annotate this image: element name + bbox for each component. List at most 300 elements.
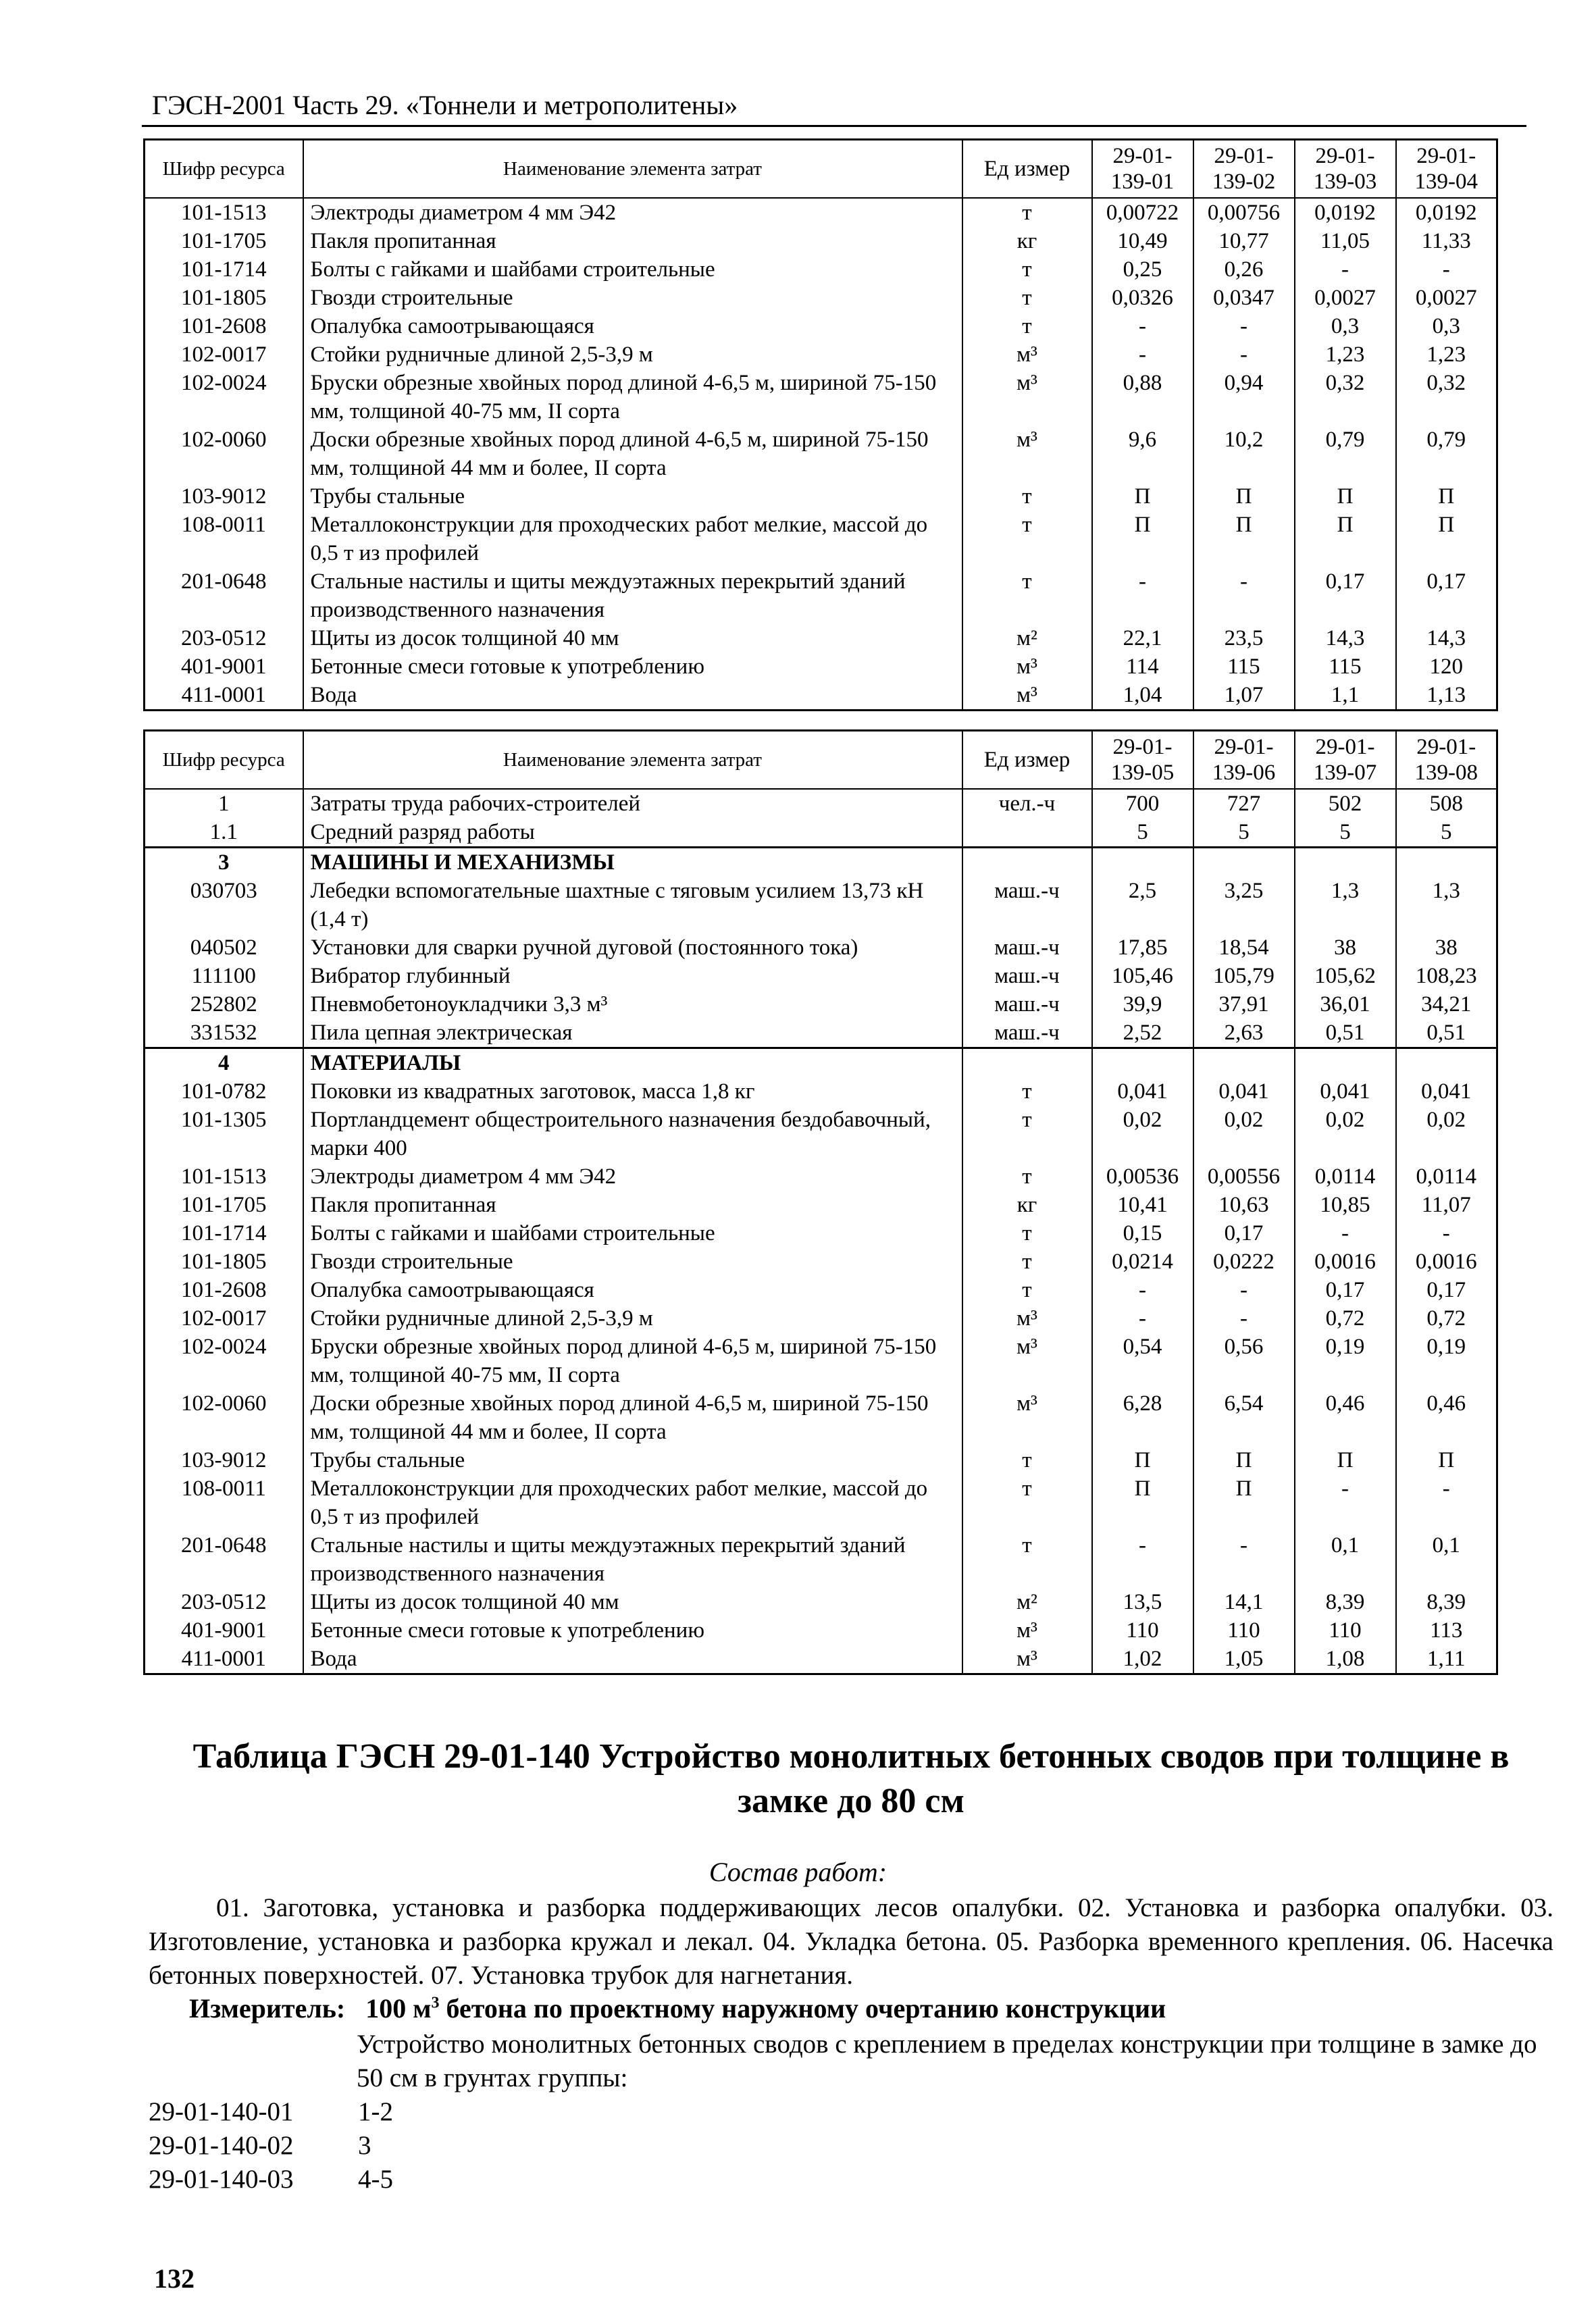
resource-name: Доски обрезные хвойных пород длиной 4-6,5 м, шириной 75-150 мм, толщиной 44 мм и более, II сорта xyxy=(303,1389,962,1446)
value-cell: 1,05 xyxy=(1193,1645,1295,1674)
value-cell: 1,23 xyxy=(1396,340,1497,369)
value-cell: 3,25 xyxy=(1193,877,1295,933)
resource-code: 101-2608 xyxy=(145,1276,303,1304)
column-header: Наименование элемента затрат xyxy=(303,731,962,790)
value-cell: 0,19 xyxy=(1396,1333,1497,1389)
value-cell: - xyxy=(1396,1474,1497,1531)
value-cell: 0,0192 xyxy=(1396,198,1497,227)
unit-cell xyxy=(962,818,1092,848)
code-label: 29-01-140-02 xyxy=(149,2131,294,2160)
header-rule xyxy=(142,125,1526,127)
resource-code: 101-1714 xyxy=(145,1219,303,1248)
page-number: 132 xyxy=(154,2263,195,2294)
value-cell: 13,5 xyxy=(1092,1588,1193,1616)
value-cell: П xyxy=(1193,511,1295,567)
resource-name: Портландцемент общестроительного назначения бездобавочный, марки 400 xyxy=(303,1106,962,1162)
meter-text: Измеритель: 100 $м^3$ бетона по проектному наружному очертанию конструкции xyxy=(189,1993,1166,2024)
resource-name: Опалубка самоотрывающаяся xyxy=(303,312,962,340)
value-cell: 0,79 xyxy=(1396,426,1497,482)
value-cell: 1,13 xyxy=(1396,681,1497,711)
value-cell: 105,62 xyxy=(1295,962,1396,990)
resource-code: 1.1 xyxy=(145,818,303,848)
resource-code: 101-1305 xyxy=(145,1106,303,1162)
value-cell: - xyxy=(1295,1219,1396,1248)
value-cell: 0,32 xyxy=(1396,369,1497,426)
table-row xyxy=(145,284,1497,312)
resource-name: Бетонные смеси готовые к употреблению xyxy=(303,1616,962,1645)
resource-name: Электроды диаметром 4 мм Э42 xyxy=(303,198,962,227)
value-cell: 0,0347 xyxy=(1193,284,1295,312)
value-cell: 38 xyxy=(1396,933,1497,962)
value-cell: 0,00536 xyxy=(1092,1162,1193,1191)
value-cell: - xyxy=(1193,1276,1295,1304)
value-cell: 11,05 xyxy=(1295,227,1396,255)
unit-cell: маш.-ч xyxy=(962,990,1092,1019)
value-cell: 1,08 xyxy=(1295,1645,1396,1674)
value-cell: 38 xyxy=(1295,933,1396,962)
value-cell: - xyxy=(1092,1531,1193,1588)
table-row xyxy=(145,255,1497,284)
value-cell: 0,56 xyxy=(1193,1333,1295,1389)
resource-code: 111100 xyxy=(145,962,303,990)
unit-cell: т xyxy=(962,1531,1092,1588)
table-row xyxy=(145,1304,1497,1333)
unit-cell: т xyxy=(962,1474,1092,1531)
column-header: 29-01-139-02 xyxy=(1193,140,1295,199)
column-header: 29-01-139-05 xyxy=(1092,731,1193,790)
value-cell xyxy=(1295,1048,1396,1078)
resource-code: 103-9012 xyxy=(145,1446,303,1474)
unit-cell: т xyxy=(962,1248,1092,1276)
table-row xyxy=(145,567,1497,624)
value-cell: 0,041 xyxy=(1396,1077,1497,1106)
resource-code: 101-1805 xyxy=(145,284,303,312)
value-cell: П xyxy=(1193,482,1295,511)
table-row xyxy=(145,652,1497,681)
resource-name: Трубы стальные xyxy=(303,1446,962,1474)
value-cell: 10,41 xyxy=(1092,1191,1193,1219)
table-row xyxy=(145,312,1497,340)
value-cell: 0,46 xyxy=(1295,1389,1396,1446)
value-cell: 0,1 xyxy=(1295,1531,1396,1588)
resource-code: 103-9012 xyxy=(145,482,303,511)
column-header: Шифр ресурса xyxy=(145,140,303,199)
value-cell: П xyxy=(1092,511,1193,567)
table-row xyxy=(145,681,1497,711)
resource-name: Стойки рудничные длиной 2,5-3,9 м xyxy=(303,340,962,369)
unit-cell: т xyxy=(962,1219,1092,1248)
value-cell xyxy=(1396,848,1497,877)
unit-cell: м³ xyxy=(962,426,1092,482)
resource-code: 3 xyxy=(145,848,303,877)
value-cell: 0,1 xyxy=(1396,1531,1497,1588)
soil-group: 4-5 xyxy=(358,2165,393,2194)
unit-cell: маш.-ч xyxy=(962,962,1092,990)
resource-name: Стальные настилы и щиты междуэтажных перекрытий зданий производственного назначения xyxy=(303,567,962,624)
description-text: Устройство монолитных бетонных сводов с креплением в пределах конструкции при толщине в замке до 50 см в грунтах группы: xyxy=(357,2030,1537,2092)
column-header: 29-01-139-01 xyxy=(1092,140,1193,199)
value-cell: 23,5 xyxy=(1193,624,1295,652)
unit-cell: т xyxy=(962,284,1092,312)
value-cell xyxy=(1193,848,1295,877)
unit-cell: т xyxy=(962,567,1092,624)
value-cell: П xyxy=(1396,482,1497,511)
unit-cell xyxy=(962,1048,1092,1078)
value-cell: 0,02 xyxy=(1193,1106,1295,1162)
table-row xyxy=(145,340,1497,369)
unit-cell: м³ xyxy=(962,681,1092,711)
value-cell: 0,0114 xyxy=(1396,1162,1497,1191)
table-row xyxy=(145,818,1497,848)
value-cell: 8,39 xyxy=(1295,1588,1396,1616)
table-row xyxy=(145,426,1497,482)
resource-name: Бруски обрезные хвойных пород длиной 4-6,5 м, шириной 75-150 мм, толщиной 40-75 мм, II сорта xyxy=(303,1333,962,1389)
value-cell: 0,54 xyxy=(1092,1333,1193,1389)
resource-name: Стойки рудничные длиной 2,5-3,9 м xyxy=(303,1304,962,1333)
value-cell: 0,51 xyxy=(1295,1019,1396,1048)
table-row xyxy=(145,1474,1497,1531)
value-cell: 0,02 xyxy=(1295,1106,1396,1162)
resource-code: 101-1705 xyxy=(145,1191,303,1219)
value-cell: 0,17 xyxy=(1396,1276,1497,1304)
value-cell: 0,0326 xyxy=(1092,284,1193,312)
resource-name: Лебедки вспомогательные шахтные с тяговым усилием 13,73 кН (1,4 т) xyxy=(303,877,962,933)
value-cell: 0,46 xyxy=(1396,1389,1497,1446)
resource-code: 1 xyxy=(145,789,303,818)
resource-name: Болты с гайками и шайбами строительные xyxy=(303,255,962,284)
code-label: 29-01-140-03 xyxy=(149,2165,294,2194)
resource-code: 401-9001 xyxy=(145,652,303,681)
unit-cell: м³ xyxy=(962,1333,1092,1389)
unit-cell: м² xyxy=(962,1588,1092,1616)
value-cell: - xyxy=(1092,312,1193,340)
table-row xyxy=(145,1077,1497,1106)
resource-code: 102-0024 xyxy=(145,1333,303,1389)
value-cell: 115 xyxy=(1295,652,1396,681)
value-cell: - xyxy=(1092,340,1193,369)
value-cell: 6,54 xyxy=(1193,1389,1295,1446)
value-cell: П xyxy=(1092,1446,1193,1474)
value-cell: 105,46 xyxy=(1092,962,1193,990)
table-row xyxy=(145,1106,1497,1162)
value-cell: 36,01 xyxy=(1295,990,1396,1019)
value-cell: 10,77 xyxy=(1193,227,1295,255)
value-cell: 0,15 xyxy=(1092,1219,1193,1248)
table-row xyxy=(145,1645,1497,1674)
value-cell: 0,0192 xyxy=(1295,198,1396,227)
value-cell xyxy=(1295,848,1396,877)
value-cell: 1,07 xyxy=(1193,681,1295,711)
resource-name: Доски обрезные хвойных пород длиной 4-6,5 м, шириной 75-150 мм, толщиной 44 мм и более, II сорта xyxy=(303,426,962,482)
value-cell: 114 xyxy=(1092,652,1193,681)
value-cell: 508 xyxy=(1396,789,1497,818)
unit-cell: т xyxy=(962,1162,1092,1191)
value-cell: 2,5 xyxy=(1092,877,1193,933)
table-row xyxy=(145,1276,1497,1304)
table-row xyxy=(145,1333,1497,1389)
resource-name: Пневмобетоноукладчики 3,3 м³ xyxy=(303,990,962,1019)
table-row xyxy=(145,933,1497,962)
value-cell: - xyxy=(1193,312,1295,340)
resource-code: 102-0060 xyxy=(145,1389,303,1446)
value-cell: П xyxy=(1396,1446,1497,1474)
resource-code: 102-0017 xyxy=(145,340,303,369)
resource-code: 4 xyxy=(145,1048,303,1078)
resource-code: 101-1714 xyxy=(145,255,303,284)
composition-label: Состав работ: xyxy=(709,1857,887,1887)
value-cell: 1,23 xyxy=(1295,340,1396,369)
value-cell: П xyxy=(1295,482,1396,511)
value-cell: 22,1 xyxy=(1092,624,1193,652)
resource-name: Гвозди строительные xyxy=(303,284,962,312)
resource-table-139-05-08 xyxy=(143,729,1498,1675)
value-cell: 5 xyxy=(1092,818,1193,848)
column-header: 29-01-139-07 xyxy=(1295,731,1396,790)
resource-name: Стальные настилы и щиты междуэтажных перекрытий зданий производственного назначения xyxy=(303,1531,962,1588)
table-row xyxy=(145,1446,1497,1474)
value-cell: 18,54 xyxy=(1193,933,1295,962)
value-cell: 0,72 xyxy=(1295,1304,1396,1333)
resource-table-139-01-04 xyxy=(143,138,1498,711)
value-cell: 39,9 xyxy=(1092,990,1193,1019)
resource-name: Гвозди строительные xyxy=(303,1248,962,1276)
code-list xyxy=(149,2095,393,2196)
value-cell: 0,17 xyxy=(1193,1219,1295,1248)
table-row xyxy=(145,990,1497,1019)
column-header: Ед измер xyxy=(962,731,1092,790)
value-cell: - xyxy=(1295,1474,1396,1531)
unit-cell: т xyxy=(962,482,1092,511)
value-cell: - xyxy=(1092,567,1193,624)
resource-name: Бруски обрезные хвойных пород длиной 4-6,5 м, шириной 75-150 мм, толщиной 40-75 мм, II сорта xyxy=(303,369,962,426)
value-cell: 5 xyxy=(1193,818,1295,848)
resource-name: Поковки из квадратных заготовок, масса 1,8 кг xyxy=(303,1077,962,1106)
value-cell: 0,0114 xyxy=(1295,1162,1396,1191)
resource-code: 101-1513 xyxy=(145,198,303,227)
value-cell: 0,02 xyxy=(1396,1106,1497,1162)
value-cell: 14,1 xyxy=(1193,1588,1295,1616)
value-cell: 0,88 xyxy=(1092,369,1193,426)
resource-name: Пакля пропитанная xyxy=(303,227,962,255)
section-title: Таблица ГЭСН 29-01-140 Устройство монолитных бетонных сводов при толщине в замке до 80 см xyxy=(192,1737,1510,1820)
table-row xyxy=(145,511,1497,567)
value-cell: 727 xyxy=(1193,789,1295,818)
resource-name: Опалубка самоотрывающаяся xyxy=(303,1276,962,1304)
value-cell: 105,79 xyxy=(1193,962,1295,990)
unit-cell: м³ xyxy=(962,369,1092,426)
value-cell: 11,33 xyxy=(1396,227,1497,255)
resource-name: Щиты из досок толщиной 40 мм xyxy=(303,1588,962,1616)
unit-cell: м² xyxy=(962,624,1092,652)
value-cell: П xyxy=(1396,511,1497,567)
resource-name: Пакля пропитанная xyxy=(303,1191,962,1219)
value-cell: 37,91 xyxy=(1193,990,1295,1019)
value-cell: 110 xyxy=(1193,1616,1295,1645)
value-cell: 34,21 xyxy=(1396,990,1497,1019)
value-cell xyxy=(1396,1048,1497,1078)
value-cell: 1,04 xyxy=(1092,681,1193,711)
resource-name: Вода xyxy=(303,1645,962,1674)
value-cell: П xyxy=(1295,1446,1396,1474)
value-cell: 0,26 xyxy=(1193,255,1295,284)
value-cell: П xyxy=(1092,1474,1193,1531)
value-cell: 0,94 xyxy=(1193,369,1295,426)
table-row xyxy=(145,227,1497,255)
table-row xyxy=(145,1162,1497,1191)
unit-cell: м³ xyxy=(962,340,1092,369)
resource-code: 411-0001 xyxy=(145,1645,303,1674)
value-cell: 5 xyxy=(1396,818,1497,848)
resource-code: 331532 xyxy=(145,1019,303,1048)
unit-cell: т xyxy=(962,511,1092,567)
resource-name: Металлоконструкции для проходческих работ мелкие, массой до 0,5 т из профилей xyxy=(303,1474,962,1531)
value-cell: - xyxy=(1295,255,1396,284)
value-cell: 0,041 xyxy=(1193,1077,1295,1106)
value-cell: 6,28 xyxy=(1092,1389,1193,1446)
value-cell: 0,51 xyxy=(1396,1019,1497,1048)
composition-text: 01. Заготовка, установка и разборка поддерживающих лесов опалубки. 02. Установка и разборка опалубки. 03. Изготовление, установка и разборка кружал и лекал. 04. Укладка бетона. 05. Разборка временного крепления. 06. Насечка бетонных поверхностей. 07. Установка трубок для нагнетания. xyxy=(149,1893,1553,1990)
resource-name: Пила цепная электрическая xyxy=(303,1019,962,1048)
resource-code: 101-1513 xyxy=(145,1162,303,1191)
table-row xyxy=(145,962,1497,990)
table-row xyxy=(145,1019,1497,1048)
resource-name: МАТЕРИАЛЫ xyxy=(303,1048,962,1078)
value-cell: - xyxy=(1193,1531,1295,1588)
resource-name: Трубы стальные xyxy=(303,482,962,511)
table-row xyxy=(145,1531,1497,1588)
table-row xyxy=(145,1616,1497,1645)
value-cell: 10,63 xyxy=(1193,1191,1295,1219)
value-cell: 0,19 xyxy=(1295,1333,1396,1389)
resource-name: Вода xyxy=(303,681,962,711)
value-cell xyxy=(1193,1048,1295,1078)
value-cell: 10,85 xyxy=(1295,1191,1396,1219)
resource-name: Вибратор глубинный xyxy=(303,962,962,990)
value-cell: 0,17 xyxy=(1396,567,1497,624)
value-cell: П xyxy=(1295,511,1396,567)
value-cell: - xyxy=(1396,255,1497,284)
value-cell: 0,041 xyxy=(1295,1077,1396,1106)
value-cell: 115 xyxy=(1193,652,1295,681)
value-cell: 108,23 xyxy=(1396,962,1497,990)
value-cell: 113 xyxy=(1396,1616,1497,1645)
value-cell: 1,3 xyxy=(1295,877,1396,933)
value-cell: 0,0016 xyxy=(1396,1248,1497,1276)
value-cell: 0,25 xyxy=(1092,255,1193,284)
unit-cell: маш.-ч xyxy=(962,1019,1092,1048)
value-cell: - xyxy=(1193,1304,1295,1333)
resource-code: 102-0060 xyxy=(145,426,303,482)
resource-name: МАШИНЫ И МЕХАНИЗМЫ xyxy=(303,848,962,877)
table-row xyxy=(145,198,1497,227)
running-header: ГЭСН-2001 Часть 29. «Тоннели и метрополитены» xyxy=(152,90,738,120)
value-cell: 5 xyxy=(1295,818,1396,848)
value-cell: 8,39 xyxy=(1396,1588,1497,1616)
column-header: 29-01-139-06 xyxy=(1193,731,1295,790)
value-cell: - xyxy=(1396,1219,1497,1248)
resource-name: Болты с гайками и шайбами строительные xyxy=(303,1219,962,1248)
value-cell: - xyxy=(1092,1276,1193,1304)
value-cell: 1,1 xyxy=(1295,681,1396,711)
value-cell: 0,79 xyxy=(1295,426,1396,482)
unit-cell: м³ xyxy=(962,652,1092,681)
value-cell: 120 xyxy=(1396,652,1497,681)
soil-group: 1-2 xyxy=(358,2097,393,2126)
column-header: 29-01-139-03 xyxy=(1295,140,1396,199)
list-item xyxy=(149,2163,393,2196)
value-cell: 2,63 xyxy=(1193,1019,1295,1048)
value-cell: 0,00756 xyxy=(1193,198,1295,227)
value-cell: 0,041 xyxy=(1092,1077,1193,1106)
table-row xyxy=(145,789,1497,818)
resource-code: 101-1705 xyxy=(145,227,303,255)
value-cell: 11,07 xyxy=(1396,1191,1497,1219)
value-cell: 0,17 xyxy=(1295,567,1396,624)
resource-name: Затраты труда рабочих-строителей xyxy=(303,789,962,818)
value-cell: 0,72 xyxy=(1396,1304,1497,1333)
soil-group: 3 xyxy=(358,2131,371,2160)
unit-cell: м³ xyxy=(962,1304,1092,1333)
resource-code: 252802 xyxy=(145,990,303,1019)
value-cell: 0,3 xyxy=(1396,312,1497,340)
table-row xyxy=(145,1588,1497,1616)
unit-cell xyxy=(962,848,1092,877)
code-label: 29-01-140-01 xyxy=(149,2097,294,2126)
resource-code: 401-9001 xyxy=(145,1616,303,1645)
value-cell: П xyxy=(1193,1446,1295,1474)
resource-name: Металлоконструкции для проходческих работ мелкие, массой до 0,5 т из профилей xyxy=(303,511,962,567)
value-cell: 14,3 xyxy=(1295,624,1396,652)
value-cell: 1,02 xyxy=(1092,1645,1193,1674)
resource-code: 102-0024 xyxy=(145,369,303,426)
value-cell: 0,0222 xyxy=(1193,1248,1295,1276)
column-header: Шифр ресурса xyxy=(145,731,303,790)
value-cell: 0,00556 xyxy=(1193,1162,1295,1191)
table-row xyxy=(145,1248,1497,1276)
value-cell: 9,6 xyxy=(1092,426,1193,482)
value-cell: 0,3 xyxy=(1295,312,1396,340)
value-cell: 2,52 xyxy=(1092,1019,1193,1048)
unit-cell: т xyxy=(962,312,1092,340)
list-item xyxy=(149,2095,393,2129)
value-cell: 10,2 xyxy=(1193,426,1295,482)
value-cell: 0,32 xyxy=(1295,369,1396,426)
resource-name: Электроды диаметром 4 мм Э42 xyxy=(303,1162,962,1191)
value-cell: 0,17 xyxy=(1295,1276,1396,1304)
table-row xyxy=(145,1389,1497,1446)
resource-name: Средний разряд работы xyxy=(303,818,962,848)
resource-code: 203-0512 xyxy=(145,624,303,652)
table-row xyxy=(145,624,1497,652)
value-cell: 0,0027 xyxy=(1295,284,1396,312)
column-header: 29-01-139-08 xyxy=(1396,731,1497,790)
value-cell: - xyxy=(1193,340,1295,369)
section-row xyxy=(145,1048,1497,1078)
resource-code: 040502 xyxy=(145,933,303,962)
unit-cell: т xyxy=(962,1077,1092,1106)
value-cell: 1,11 xyxy=(1396,1645,1497,1674)
resource-code: 108-0011 xyxy=(145,511,303,567)
unit-cell: м³ xyxy=(962,1389,1092,1446)
value-cell: П xyxy=(1193,1474,1295,1531)
value-cell: П xyxy=(1092,482,1193,511)
value-cell: 0,0214 xyxy=(1092,1248,1193,1276)
resource-name: Бетонные смеси готовые к употреблению xyxy=(303,652,962,681)
resource-code: 030703 xyxy=(145,877,303,933)
value-cell: - xyxy=(1193,567,1295,624)
table-row xyxy=(145,1219,1497,1248)
table-row xyxy=(145,877,1497,933)
